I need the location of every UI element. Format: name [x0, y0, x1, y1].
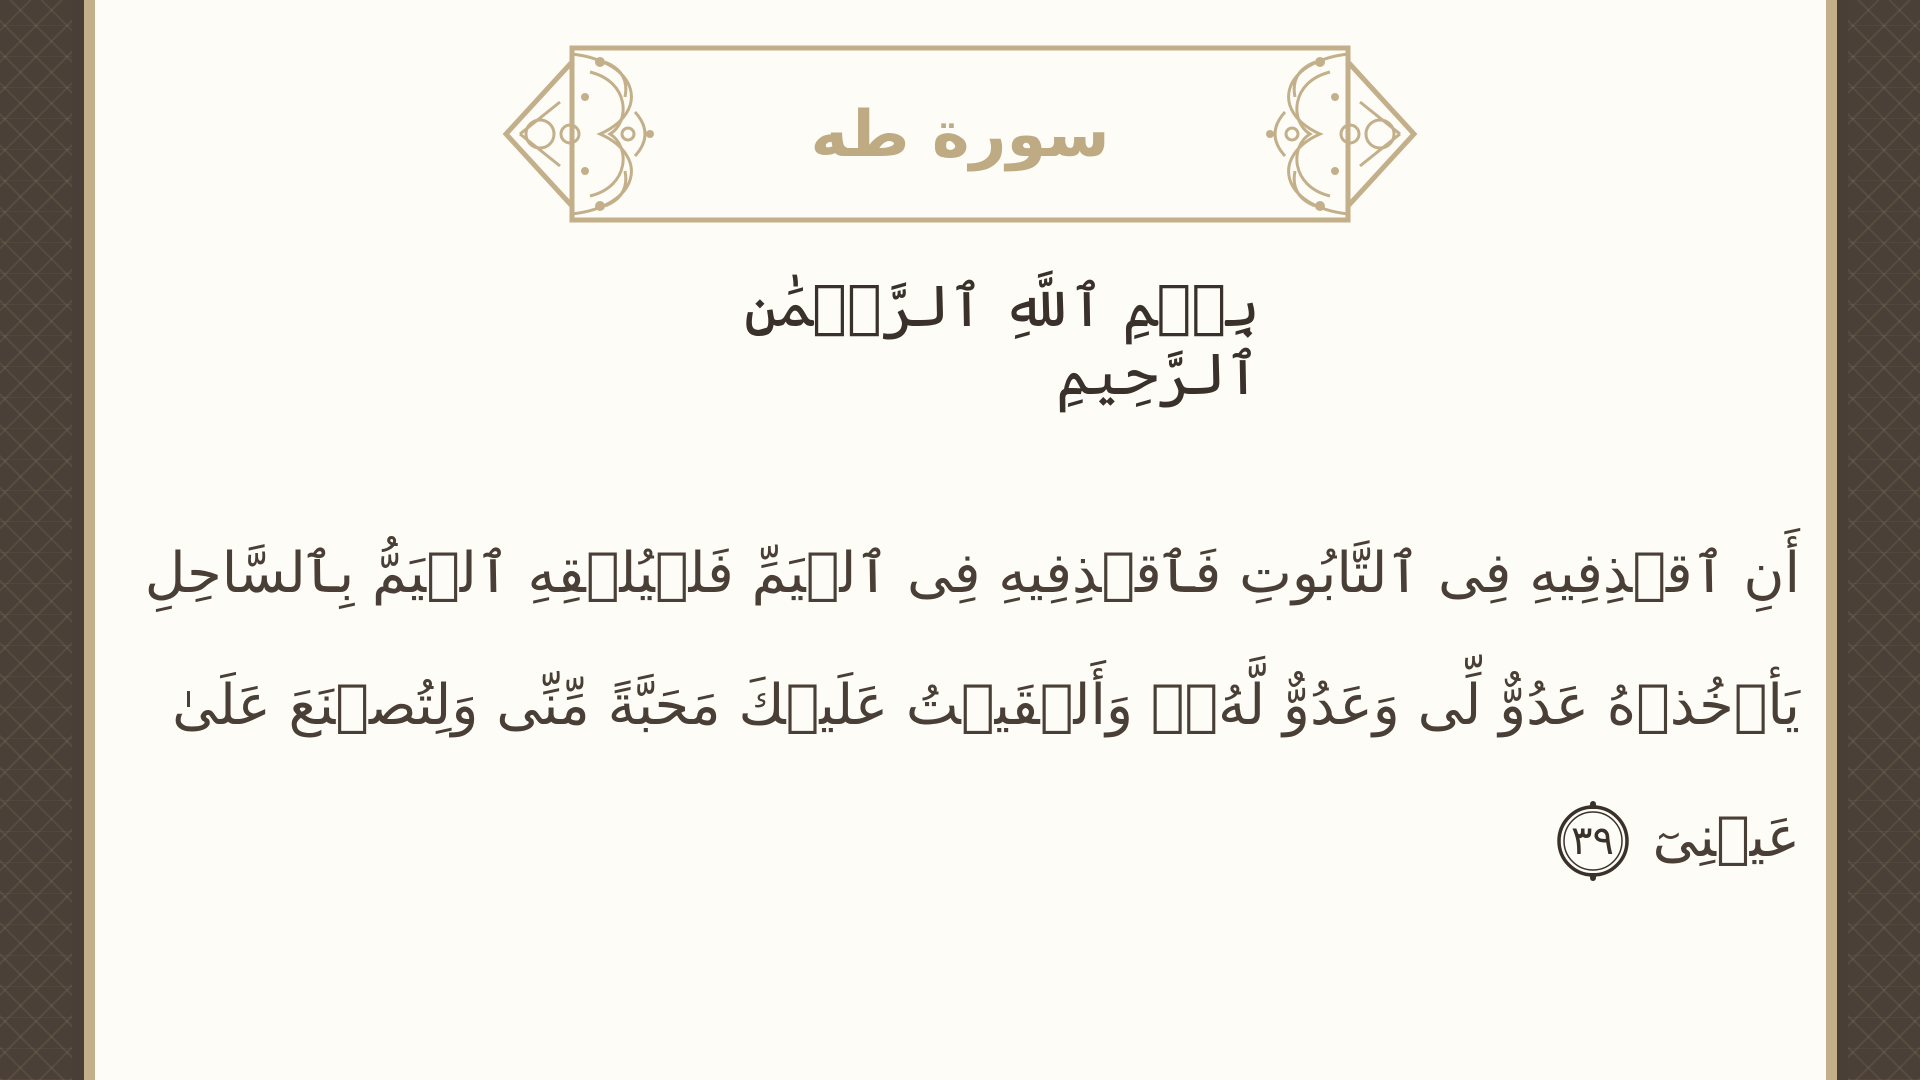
verse-line-2: يَأۡخُذۡهُ عَدُوٌّ لِّى وَعَدُوٌّ لَّهُۥۚ وَأَلۡقَيۡتُ عَلَيۡكَ مَحَبَّةً مِّنِّى وَلِتُصۡنَعَ عَلَىٰ	[172, 673, 1800, 738]
ayah-number-marker	[1551, 799, 1635, 883]
ayah-number: ٣٩	[1571, 817, 1614, 864]
surah-title-frame	[500, 42, 1420, 227]
verse-text	[144, 508, 1800, 904]
left-gold-strip	[84, 0, 95, 1080]
verse-line-3-text: عَيۡنِىٓ	[1652, 805, 1800, 870]
right-pattern-border	[1848, 0, 1920, 1080]
verse-line-1: أَنِ ٱقۡذِفِيهِ فِى ٱلتَّابُوتِ فَٱقۡذِفِيهِ فِى ٱلۡيَمِّ فَلۡيُلۡقِهِ ٱلۡيَمُّ بِٱلسَّاحِلِ	[144, 541, 1800, 606]
left-pattern-border	[0, 0, 72, 1080]
right-gold-strip	[1826, 0, 1837, 1080]
surah-title: سورة طه	[810, 97, 1110, 172]
basmala: بِسۡمِ ٱللَّهِ ٱلرَّحۡمَٰنِ ٱلرَّحِيمِ	[744, 272, 1260, 408]
verse-line-3	[230, 772, 1800, 904]
